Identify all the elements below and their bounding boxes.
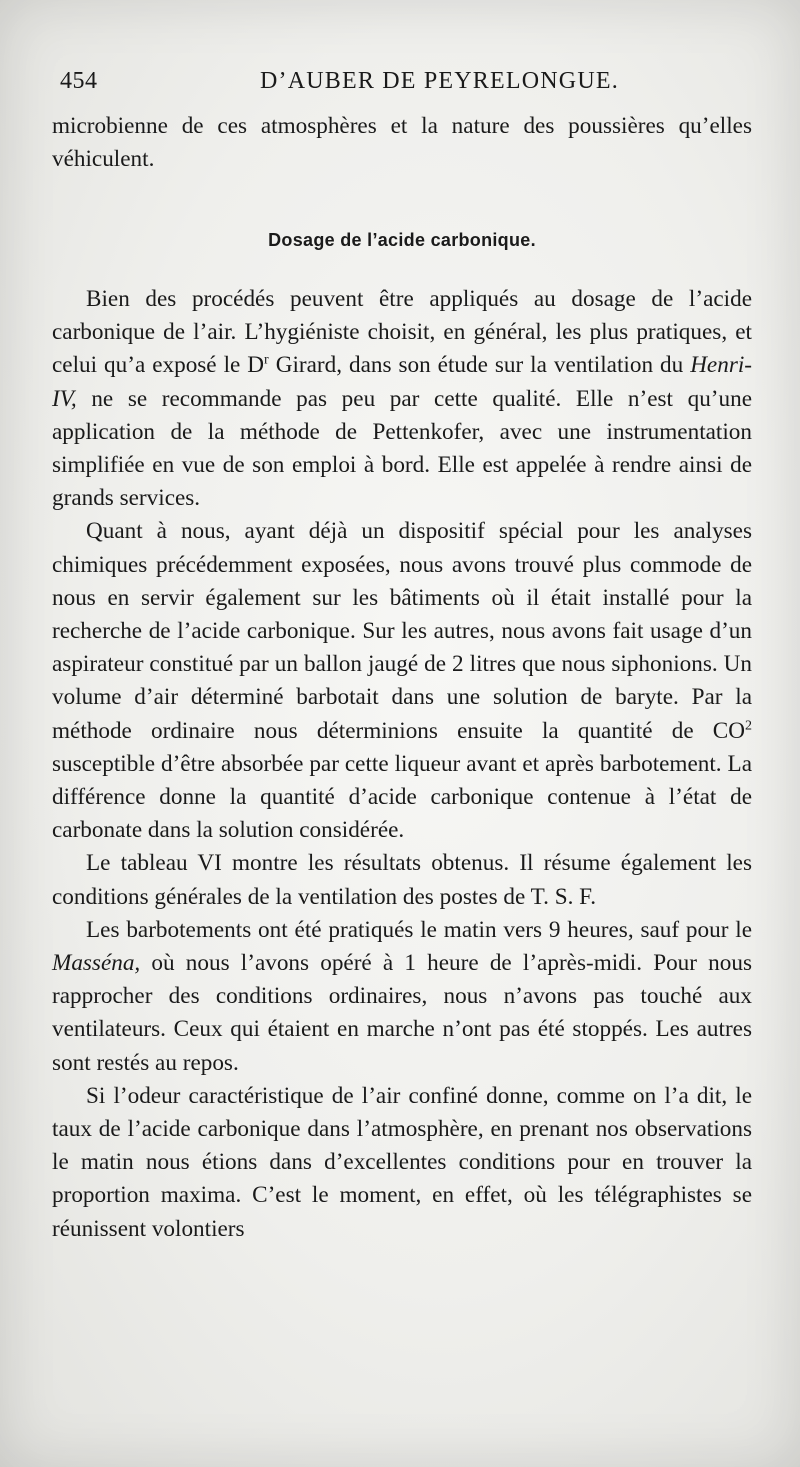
ship-name-massena: Masséna, xyxy=(52,950,141,977)
paragraph-1 xyxy=(52,283,752,515)
intro-paragraph xyxy=(52,110,752,176)
intro-text: microbienne de ces atmosphères et la nature des poussières qu’elles véhiculent. xyxy=(52,113,752,173)
co2-superscript: 2 xyxy=(745,717,752,733)
paragraph-1-part1: Bien des procédés peuvent être appliqués au dosage de l’acide carbonique de l’air. L’hygiéniste choisit, en général, les plus pratiques, et celui qu’a exposé le D xyxy=(52,286,752,379)
paragraph-4-part1: Les barbotements ont été pratiqués le matin vers 9 heures, sauf pour le xyxy=(86,916,752,943)
page-header xyxy=(48,66,750,102)
paragraph-2-part1: Quant à nous, ayant déjà un dispositif spécial pour les analyses chimiques précédemment exposées, nous avons trouvé plus commode de nous en servir également sur les bâtiments où il était installé pour la recherche de l’acide carbonique. Sur les autres, nous avons fait usage d’un aspirateur constitué par un ballon jaugé de 2 litres que nous siphonions. Un volume d’air déterminé barbotait dans une solution de baryte. Par la méthode ordinaire nous déterminions ensuite la quantité de CO xyxy=(52,518,752,744)
paragraph-2-part2: susceptible d’être absorbée par cette liqueur avant et après barbotement. La différence donne la quantité d’acide carbonique contenue à l’état de carbonate dans la solution considérée. xyxy=(52,750,752,844)
paragraph-1-part3: ne se recommande pas peu par cette qualité. Elle n’est qu’une application de la méthode de Pettenkofer, avec une instrumentation simplifiée en vue de son emploi à bord. Elle est appelée à rendre ainsi de grands services. xyxy=(52,385,752,512)
page-number: 454 xyxy=(60,68,98,94)
running-head: D’AUBER DE PEYRELONGUE. xyxy=(260,68,619,94)
body-text xyxy=(52,283,752,1246)
paragraph-2 xyxy=(52,515,752,847)
doctor-superscript: r xyxy=(264,352,269,368)
paragraph-4 xyxy=(52,914,752,1080)
paragraph-1-part2: Girard, dans son étude sur la ventilation du xyxy=(268,352,691,379)
ship-name-henri-iv: Henri-IV, xyxy=(52,352,753,412)
paragraph-5: Si l’odeur caractéristique de l’air confiné donne, comme on l’a dit, le taux de l’acide carbonique dans l’atmosphère, en prenant nos observations le matin nous étions dans d’excellentes conditions pour en trouver la proportion maxima. C’est le moment, en effet, où les télégraphistes se réunissent volontiers xyxy=(52,1082,752,1242)
section-heading: Dosage de l’acide carbonique. xyxy=(268,230,536,250)
paragraph-4-part2: où nous l’avons opéré à 1 heure de l’après-midi. Pour nous rapprocher des conditions ordinaires, nous n’avons pas touché aux ventilateurs. Ceux qui étaient en marche n’ont pas été stoppés. Les autres sont restés au repos. xyxy=(52,950,752,1076)
paragraph-3: Le tableau VI montre les résultats obtenus. Il résume également les conditions générales de la ventilation des postes de T. S. F. xyxy=(52,850,752,910)
